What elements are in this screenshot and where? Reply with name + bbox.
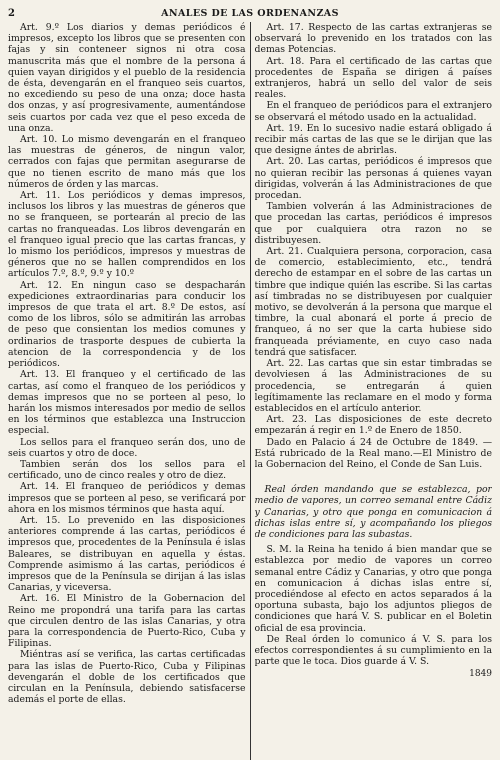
left-column xyxy=(8,22,246,760)
article-13: Art. 13. El franqueo y el certificado de las cartas, así como el franqueo de los periódicos y demas impresos que no se porteen al peso, lo harán los mismos interesados por medio de sellos en los términos que establezca una Instruccion especial. xyxy=(8,369,246,437)
page-header xyxy=(8,6,492,22)
article-18: Art. 18. Para el certificado de las cartas que procedentes de España se dirigen á países extranjeros, habrá un sello del valor de seis reales. xyxy=(254,55,492,101)
article-12: Art. 12. En ningun caso se despacharán expediciones extraordinarias para conducir los impresos de que trata el art. 8.º De estos, así como de los libros, sólo se admitirán las arrobas de peso que consientan los medios comunes y ordinarios de trasporte despues de cubierta la atencion de la correspondencia y de los periódicos. xyxy=(8,279,246,370)
article-15: Art. 15. Lo prevenido en las disposiciones anteriores comprende á las cartas, periódicos é impresos que, procedentes de la Península é islas Baleares, se distribuyan en aquella y éstas. Comprende asimismo á las cartas, periódicos é impresos que de la Península se dirijan á las islas Canarias, y viceversa. xyxy=(8,514,246,594)
page-number: 2 xyxy=(8,8,16,19)
article-13-stamps-franqueo: Los sellos para el franqueo serán dos, uno de seis cuartos y otro de doce. xyxy=(8,436,246,459)
real-orden-paragraph-1: S. M. la Reina ha tenido á bien mandar que se establezca por medio de vapores un correo semanal entre Cádiz y Canarias, y otro que ponga en comunicacion á dichas islas entre sí, procediéndose al efecto en actos separados á la oportuna subasta, bajo los adjuntos pliegos de condiciones que hará V. S. publicar en el Boletin oficial de esa provincia. xyxy=(254,544,492,634)
article-14: Art. 14. El franqueo de periódicos y demas impresos que se porteen al peso, se verificará por ahora en los mismos términos que hasta aquí. xyxy=(8,481,246,515)
cut-off-footer: 1849 xyxy=(469,669,492,680)
column-divider xyxy=(250,22,251,760)
two-column-body xyxy=(8,22,492,760)
article-10: Art. 10. Lo mismo devengarán en el franqueo las muestras de géneros, de ningun valor, cerrados con fajas que permitan asegurarse de que no tienen escrito de mano más que los números de órden y las marcas. xyxy=(8,134,246,190)
article-18-continued: En el franqueo de periódicos para el extranjero se observará el método usado en la actualidad. xyxy=(254,100,492,123)
article-11: Art. 11. Los periódicos y demas impresos, inclusos los libros y las muestras de géneros que no se franqueen, se portearán al precio de las cartas no franqueadas. Los libros devengarán en el franqueo igual precio que las cartas francas, y lo mismo los periódicos, impresos y muestras de géneros que no se hallen comprendidos en los artículos 7.º, 8.º, 9.º y 10.º xyxy=(8,190,246,280)
article-16: Art. 16. El Ministro de la Gobernacion del Reino me propondrá una tarifa para las cartas que circulen dentro de las islas Canarias, y otra para la correspondencia de Puerto-Rico, Cuba y Filipinas. xyxy=(8,593,246,650)
article-9: Art. 9.º Los diarios y demas periódicos é impresos, excepto los libros que se presenten con fajas y sin conteneer signos ni otra cosa manuscrita más que el nombre de la persona á quien vayan dirigidos y el pueblo de la residencia de ésta, devengarán en el franqueo seis cuartos, no excediendo su peso de una onza; doce hasta dos onzas, y así progresivamente, aumentándose seis cuartos por cada vez que el peso exceda de una onza. xyxy=(8,22,246,134)
article-19: Art. 19. En lo sucesivo nadie estará obligado á recibir más cartas de las que se le dirijan que las que designe ántes de abrirlas. xyxy=(254,122,492,157)
decree-signature: Dado en Palacio á 24 de Octubre de 1849. —Está rubricado de la Real mano.—El Ministro de la Gobernacion del Reino, el Conde de San Luis. xyxy=(254,436,492,470)
article-21: Art. 21. Cualquiera persona, corporacion, casa de comercio, establecimiento, etc., tendrá derecho de estampar en el sobre de las cartas un timbre que indique quién las escribe. Si las cartas así timbradas no se distribuyesen por cualquier motivo, se devolverán á la persona que marque el timbre, la cual abonará el porte á precio de franqueo, á no ser que la carta hubiese sido franqueada préviamente, en cuyo caso nada tendrá que satisfacer. xyxy=(254,246,492,358)
real-orden-paragraph-2: De Real órden lo comunico á V. S. para los efectos correspondientes á su cumplimiento en la parte que le toca. Dios guarde á V. S. xyxy=(254,633,492,668)
article-17: Art. 17. Respecto de las cartas extranjeras se observará lo prevenido en los tratados con las demas Potencias. xyxy=(254,22,492,56)
article-22: Art. 22. Las cartas que sin estar timbradas se devolviesen á las Administraciones de su procedencia, se entregarán á quien legítimamente las reclamare en el modo y forma establecidos en el artículo anterior. xyxy=(254,358,492,414)
article-13-stamps-certificado: Tambien serán dos los sellos para el certificado, uno de cinco reales y otro de diez. xyxy=(8,458,246,482)
article-20: Art. 20. Las cartas, periódicos é impresos que no quieran recibir las personas á quienes vayan dirigidas, volverán á las Administraciones de que procedan. xyxy=(254,156,492,202)
article-23: Art. 23. Las disposiciones de este decreto empezarán á regir en 1.º de Enero de 1850. xyxy=(254,414,492,437)
running-title: ANALES DE LAS ORDENANZAS xyxy=(161,8,339,19)
right-column xyxy=(255,22,493,760)
article-16-continued: Miéntras así se verifica, las cartas certificadas para las islas de Puerto-Rico, Cuba y Filipinas devengarán el doble de los certificados que circulan en la Península, debiendo satisfacerse además el porte de ellas. xyxy=(8,649,246,706)
real-orden-heading: Real órden mandando que se establezca, por medio de vapores, un correo semanal entre Cádiz y Canarias, y otro que ponga en comunicacion á dichas islas entre sí, y acompañando los pliegos de condiciones para las subastas. xyxy=(254,484,492,540)
article-20-continued: Tambien volverán á las Administraciones de que procedan las cartas, periódicos é impresos que por cualquiera otra razon no se distribuyesen. xyxy=(254,201,492,246)
